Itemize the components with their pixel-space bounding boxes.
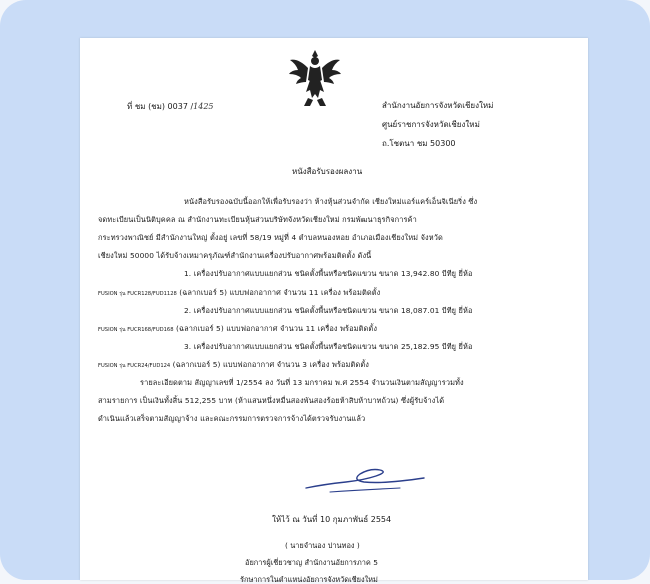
signer-position-1: อัยการผู้เชี่ยวชาญ สำนักงานอัยการภาค 5	[245, 558, 378, 567]
document-page	[80, 38, 588, 584]
item-3-line-1: 3. เครื่องปรับอากาศแบบแยกส่วน ชนิดตั้งพื้นหรือชนิดแขวน ขนาด 25,182.95 บีทียู ยี่ห้อ	[184, 342, 473, 351]
item-3-detail: (ฉลากเบอร์ 5) แบบฟอกอากาศ จำนวน 3 เครื่อง พร้อมติดตั้ง	[170, 360, 369, 369]
reference-number	[127, 103, 214, 111]
item-2-detail: (ฉลากเบอร์ 5) แบบฟอกอากาศ จำนวน 11 เครื่อง พร้อมติดตั้ง	[173, 324, 378, 333]
item-2-line-2	[98, 325, 377, 333]
address-line-3: ถ.โชตนา ชม 50300	[382, 139, 456, 148]
reference-prefix: ที่ ชม (ชม) 0037 /	[127, 102, 194, 111]
signer-position-2: รักษาการในตำแหน่งอัยการจังหวัดเชียงใหม่	[240, 575, 378, 584]
body-line-2: จดทะเบียนเป็นนิติบุคคล ณ สำนักงานทะเบียนหุ้นส่วนบริษัทจังหวัดเชียงใหม่ กรมพัฒนาธุรกิจการค้า	[98, 215, 417, 224]
item-3-model: FUSION รุ่น FUCR24/FUD124	[98, 363, 171, 369]
body-line-4: เชียงใหม่ 50000 ได้รับจ้างเหมาครุภัณฑ์สำนักงานเครื่องปรับอากาศพร้อมติดตั้ง ดังนี้	[98, 251, 372, 260]
reference-handwritten-number: 1425	[193, 102, 214, 111]
closing-line-2: สามรายการ เป็นเงินทั้งสิ้น 512,255 บาท (ห้าแสนหนึ่งหมื่นสองพันสองร้อยห้าสิบห้าบาทถ้วน) ซึ่งผู้รับจ้างได้	[98, 396, 445, 405]
signer-name: ( นายจำนอง ปานทอง )	[285, 541, 360, 550]
item-1-line-1: 1. เครื่องปรับอากาศแบบแยกส่วน ชนิดตั้งพื้นหรือชนิดแขวน ขนาด 13,942.80 บีทียู ยี่ห้อ	[184, 269, 473, 278]
address-line-1: สำนักงานอัยการจังหวัดเชียงใหม่	[382, 101, 494, 110]
item-2-line-1: 2. เครื่องปรับอากาศแบบแยกส่วน ชนิดตั้งพื้นหรือชนิดแขวน ขนาด 18,087.01 บีทียู ยี่ห้อ	[184, 306, 473, 315]
closing-line-3: ดำเนินแล้วเสร็จตามสัญญาจ้าง และคณะกรรมการตรวจการจ้างได้ตรวจรับงานแล้ว	[98, 414, 366, 423]
item-1-model: FUSION รุ่น FUCR128/FUD1128	[98, 291, 177, 297]
closing-line-1: รายละเอียดตาม สัญญาเลขที่ 1/2554 ลง วันที่ 13 มกราคม พ.ศ 2554 จำนวนเงินตามสัญญารวมทั้ง	[140, 378, 464, 387]
given-on-date: ให้ไว้ ณ วันที่ 10 กุมภาพันธ์ 2554	[272, 515, 392, 524]
item-1-line-2	[98, 289, 380, 297]
item-1-detail: (ฉลากเบอร์ 5) แบบฟอกอากาศ จำนวน 11 เครื่อง พร้อมติดตั้ง	[176, 288, 381, 297]
body-line-3: กระทรวงพาณิชย์ มีสำนักงานใหญ่ ตั้งอยู่ เลขที่ 58/19 หมู่ที่ 4 ตำบลหนองหอย อำเภอเมืองเชียงใหม่ จังหวัด	[98, 233, 443, 242]
handwritten-signature	[300, 458, 430, 498]
body-line-1: หนังสือรับรองฉบับนี้ออกให้เพื่อรับรองว่า ห้างหุ้นส่วนจำกัด เชียงใหม่แอร์แคร์เอ็นจิเนียริ่ง ซึ่ง	[184, 197, 478, 206]
item-3-line-2	[98, 361, 369, 369]
document-title: หนังสือรับรองผลงาน	[292, 167, 363, 176]
garuda-emblem-icon	[288, 46, 342, 110]
address-line-2: ศูนย์ราชการจังหวัดเชียงใหม่	[382, 120, 480, 129]
item-2-model: FUSION รุ่น FUCR168/FUD168	[98, 327, 174, 333]
